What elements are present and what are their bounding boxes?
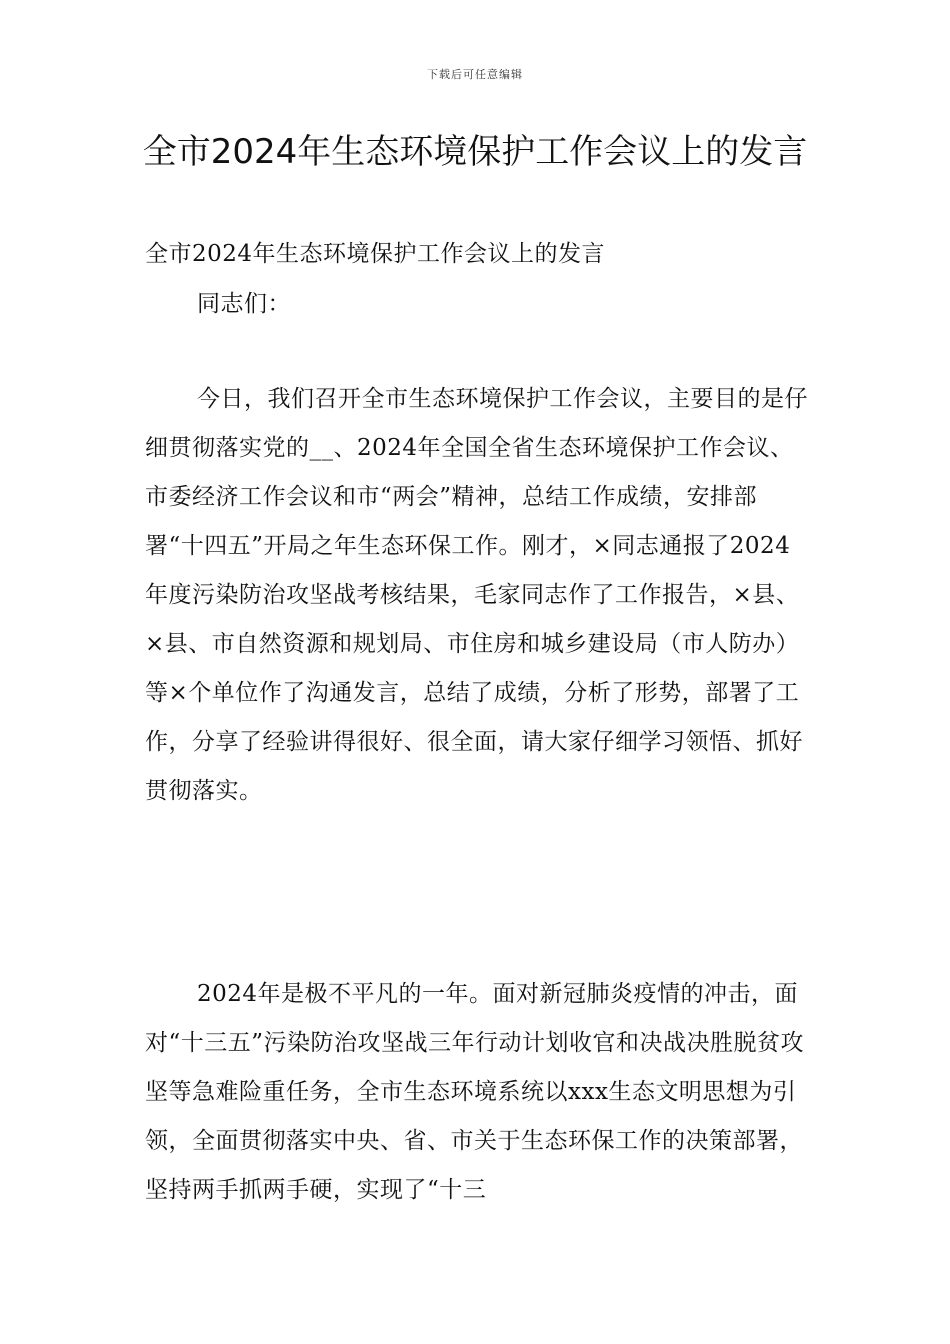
- paragraph-text: 今日，我们召开全市生态环境保护工作会议，主要目的是仔细贯彻落实党的__、2024年全国全省生态环境保护工作会议、市委经济工作会议和市“两会”精神，总结工作成绩，安排部署“十四五”开局之年生态环保工作。刚才，×同志通报了2024年度污染防治攻坚战考核结果，毛家同志作了工作报告，×县、×县、市自然资源和规划局、市住房和城乡建设局（市人防办）等×个单位作了沟通发言，总结了成绩，分析了形势，部署了工作，分享了经验讲得很好、很全面，请大家仔细学习领悟、抓好贯彻落实。: [145, 386, 808, 804]
- paragraph-text: 2024年是极不平凡的一年。面对新冠肺炎疫情的冲击，面对“十三五”污染防治攻坚战三年行动计划收官和决战决胜脱贫攻坚等急难险重任务，全市生态环境系统以xxx生态文明思想为引领，全面贯彻落实中央、省、市关于生态环保工作的决策部署，坚持两手抓两手硬，实现了“十三: [145, 981, 805, 1203]
- document-subtitle: 全市2024年生态环境保护工作会议上的发言: [145, 241, 606, 267]
- paragraph-2: [145, 970, 810, 1215]
- greeting: 同志们：: [197, 291, 291, 317]
- header-note: 下载后可任意编辑: [427, 68, 523, 81]
- document-title: 全市2024年生态环境保护工作会议上的发言: [142, 132, 808, 172]
- paragraph-1: [145, 375, 810, 816]
